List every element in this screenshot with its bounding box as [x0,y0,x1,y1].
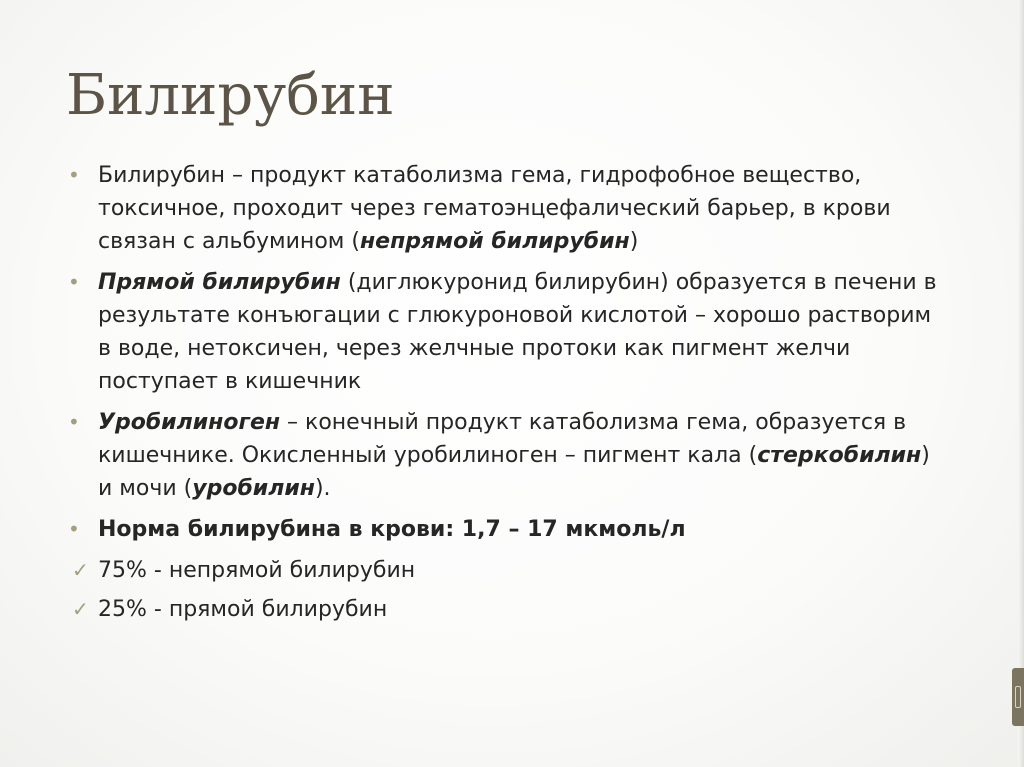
item-text: 25% - прямой билирубин [98,597,388,622]
slide-title: Билирубин [66,63,395,128]
check-item-indirect-percent [66,554,946,587]
item-text: ). [314,476,331,501]
bullet-icon: • [68,517,80,541]
check-item-direct-percent [66,593,946,626]
scroll-handle[interactable] [1012,668,1024,726]
right-edge-shadow [1018,0,1024,767]
checkmark-icon: ✓ [72,597,89,621]
item-emphasis: стеркобилин [757,443,922,468]
bullet-icon: • [68,410,80,434]
item-text: (диглюкуронид билирубин) образуется в печени в результате конъюгации с глюкуроновой кислотой – хорошо растворим в воде, нетоксичен, через желчные протоки как пигмент желчи поступает в кишечник [98,270,937,394]
bullet-item-norm [66,513,946,546]
item-text: 75% - непрямой билирубин [98,558,416,583]
bullet-list [66,159,946,632]
item-text: ) и мочи ( [98,443,930,501]
grip-icon [1015,686,1021,708]
item-emphasis: Уробилиноген [98,410,281,435]
bullet-item-direct-bilirubin [66,266,946,398]
item-emphasis: непрямой билирубин [359,229,630,254]
bullet-icon: • [68,270,80,294]
bullet-item-urobilinogen [66,406,946,505]
item-text: – конечный продукт катаболизма гема, образуется в кишечнике. Окисленный уробилиноген – пигмент кала ( [98,410,907,468]
item-emphasis: уробилин [192,476,315,501]
bullet-item-indirect-bilirubin [66,159,946,258]
item-emphasis: Прямой билирубин [98,270,341,295]
bullet-icon: • [68,163,80,187]
checkmark-icon: ✓ [72,558,89,582]
item-emphasis: Норма билирубина в крови: 1,7 – 17 мкмоль/л [98,517,686,542]
item-text: ) [629,229,639,254]
item-text: Билирубин – продукт катаболизма гема, гидрофобное вещество, токсичное, проходит через гематоэнцефалический барьер, в крови связан с альбумином ( [98,163,891,254]
